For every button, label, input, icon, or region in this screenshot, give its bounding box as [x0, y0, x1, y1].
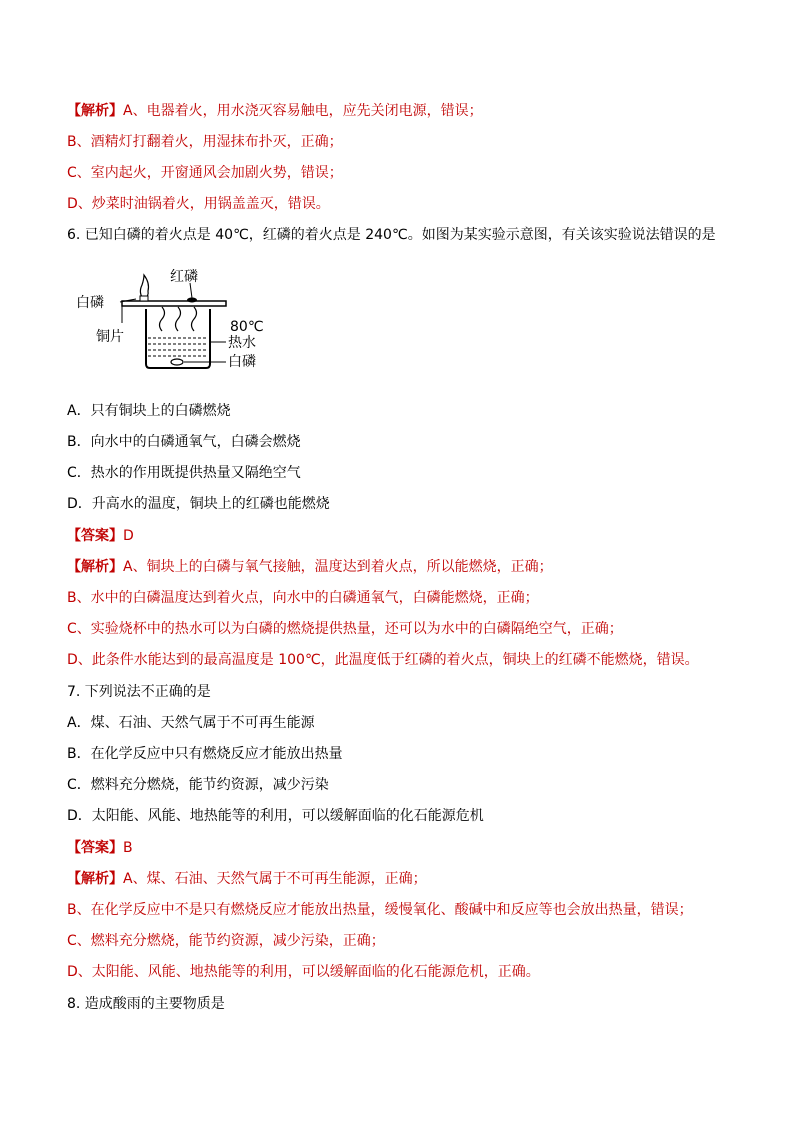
line-text: D、太阳能、风能、地热能等的利用，可以缓解面临的化石能源危机，正确。 — [67, 964, 540, 980]
line-text: A．煤、石油、天然气属于不可再生能源 — [67, 715, 315, 731]
text-line — [67, 900, 693, 920]
text-line — [67, 401, 231, 421]
line-text: C、室内起火，开窗通风会加剧火势，错误； — [67, 165, 343, 181]
text-line — [67, 869, 427, 889]
text-line — [67, 132, 343, 152]
line-text: B．向水中的白磷通氧气，白磷会燃烧 — [67, 434, 301, 450]
section-tag: 【答案】 — [67, 840, 123, 856]
line-text: D — [123, 528, 134, 544]
text-line — [67, 163, 343, 183]
line-text: D．太阳能、风能、地热能等的利用，可以缓解面临的化石能源危机 — [67, 808, 484, 824]
line-text: D、炒菜时油锅着火，用锅盖盖灭，错误。 — [67, 196, 330, 212]
line-text: 7. 下列说法不正确的是 — [67, 684, 211, 700]
label-white-phosphorus-top: 白磷 — [76, 295, 104, 311]
text-line — [67, 101, 483, 121]
line-text: A．只有铜块上的白磷燃烧 — [67, 403, 231, 419]
text-line — [67, 432, 301, 452]
text-line — [67, 494, 330, 514]
section-tag: 【解析】 — [67, 559, 123, 575]
line-text: C．热水的作用既提供热量又隔绝空气 — [67, 465, 301, 481]
text-line — [67, 194, 330, 214]
text-line — [67, 463, 301, 483]
line-text: A、铜块上的白磷与氧气接触，温度达到着火点，所以能燃烧，正确； — [123, 559, 553, 575]
label-white-phosphorus-bottom: 白磷 — [228, 354, 256, 370]
line-text: D、此条件水能达到的最高温度是 100℃，此温度低于红磷的着火点，铜块上的红磷不能燃烧，错误。 — [67, 652, 699, 668]
section-tag: 【答案】 — [67, 528, 123, 544]
text-line — [67, 588, 539, 608]
label-copper: 铜片 — [96, 329, 124, 345]
text-line — [67, 650, 699, 670]
text-line — [67, 806, 484, 826]
line-text: A、电器着火，用水浇灭容易触电，应先关闭电源，错误； — [123, 103, 483, 119]
text-line — [67, 526, 134, 546]
text-line — [67, 962, 540, 982]
line-text: B．在化学反应中只有燃烧反应才能放出热量 — [67, 746, 343, 762]
line-text: B、在化学反应中不是只有燃烧反应才能放出热量，缓慢氧化、酸碱中和反应等也会放出热量，错误； — [67, 902, 693, 918]
text-line — [67, 619, 623, 639]
text-line — [67, 713, 315, 733]
section-tag: 【解析】 — [67, 871, 123, 887]
label-temperature: 80℃ — [230, 319, 264, 335]
line-text: C．燃料充分燃烧，能节约资源，减少污染 — [67, 777, 329, 793]
text-line — [67, 931, 385, 951]
section-tag: 【解析】 — [67, 103, 123, 119]
label-hot-water: 热水 — [228, 335, 256, 351]
line-text: B、酒精灯打翻着火，用湿抹布扑灭，正确； — [67, 134, 343, 150]
text-line — [67, 557, 553, 577]
text-line — [67, 994, 225, 1014]
line-text: 8. 造成酸雨的主要物质是 — [67, 996, 225, 1012]
line-text: A、煤、石油、天然气属于不可再生能源，正确； — [123, 871, 427, 887]
line-text: B、水中的白磷温度达到着火点，向水中的白磷通氧气，白磷能燃烧，正确； — [67, 590, 539, 606]
text-line — [67, 775, 329, 795]
line-text: D．升高水的温度，铜块上的红磷也能燃烧 — [67, 496, 330, 512]
text-line — [67, 744, 343, 764]
text-line — [67, 838, 133, 858]
text-line — [67, 682, 211, 702]
text-line — [67, 225, 716, 245]
line-text: B — [123, 840, 133, 856]
label-red-phosphorus: 红磷 — [170, 269, 198, 285]
line-text: 6. 已知白磷的着火点是 40℃，红磷的着火点是 240℃。如图为某实验示意图，有关该实验说法错误的是 — [67, 227, 716, 243]
line-text: C、实验烧杯中的热水可以为白磷的燃烧提供热量，还可以为水中的白磷隔绝空气，正确； — [67, 621, 623, 637]
experiment-diagram — [76, 265, 276, 375]
line-text: C、燃料充分燃烧，能节约资源，减少污染，正确； — [67, 933, 385, 949]
